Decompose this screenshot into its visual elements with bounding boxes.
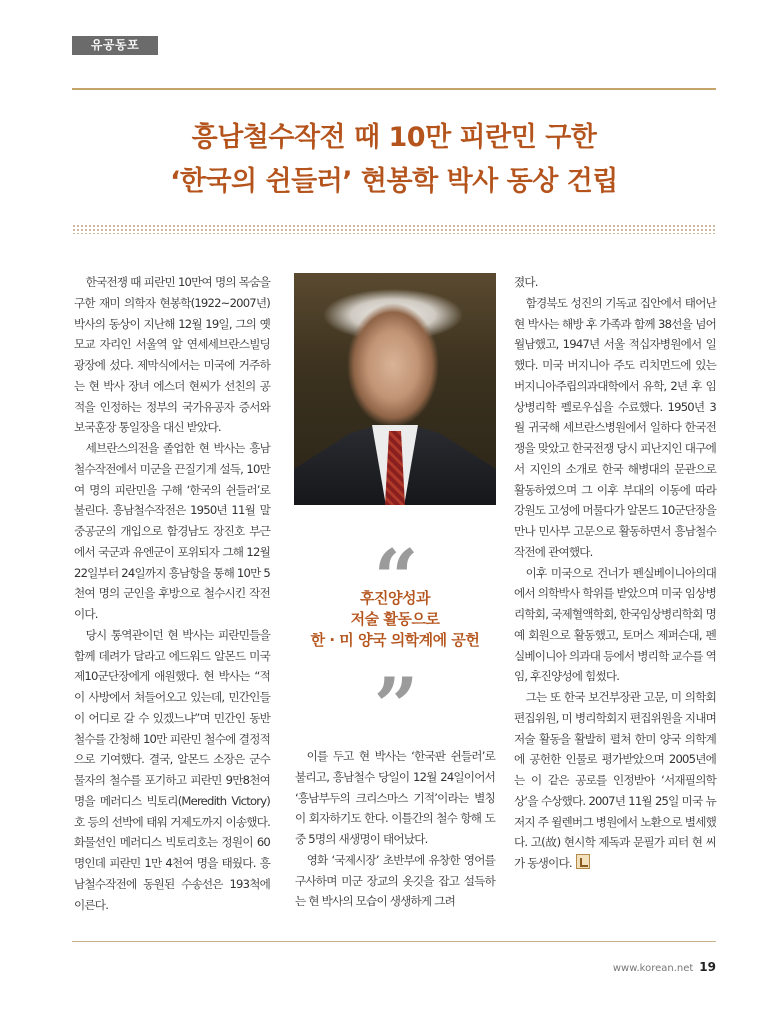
section-tag: 유공동포 xyxy=(72,36,158,55)
close-quote-icon xyxy=(372,668,420,708)
title-line-2: ‘한국의 쉰들러’ 현봉학 박사 동상 건립 xyxy=(170,166,618,197)
portrait-photo xyxy=(294,273,496,505)
paragraph-text: 그는 또 한국 보건부장관 고문, 미 의학회 편집위원, 미 병리학회지 편집위원을 지내며 저술 활동을 활발히 펼쳐 한미 양국 의학계에 공헌한 인물로 평가받았으며 2005년에는 이 같은 공로를 인정받아 ‘서재필의학상’을 수상했다. 2007년 11월 25일 미국 뉴저지 주 윌렌버그 병원에서 노환으로 별세했다. 고(故) 현시학 제독과 문필가 피터 현 씨가 동생이다. xyxy=(514,690,716,870)
pull-quote-line: 후진양성과 xyxy=(360,589,430,607)
paragraph: 이후 미국으로 건너가 펜실베이니아의대에서 의학박사 학위를 받았으며 미국 임상병리학회, 국제혈액학회, 한국임상병리학회 명예 회원으로 활동했고, 토머스 제퍼슨대, 펜실베이니아 의과대 등에서 병리학 교수를 역임, 후진양성에 힘썼다. xyxy=(514,565,716,684)
pull-quote-line: 한 · 미 양국 의학계에 공헌 xyxy=(310,631,480,649)
title-dotted-rule xyxy=(72,224,716,234)
title-line-1: 흥남철수작전 때 10만 피란민 구한 xyxy=(191,122,597,153)
body-column-2 xyxy=(295,746,495,912)
paragraph: 함경북도 성진의 기독교 집안에서 태어난 현 박사는 해방 후 가족과 함께 38선을 넘어 월남했고, 1947년 서울 적십자병원에서 일했다. 미국 버지니아 주도 리치먼드에 있는 버지니아주립의과대학에서 유학, 2년 후 임상병리학 펠로우십을 수료했다. 1950년 3월 귀국해 세브란스병원에서 일하다 한국전쟁을 맞았고 한국전쟁 당시 피난지인 대구에서 지인의 소개로 한국 해병대의 문관으로 활동하였으며 그 이후 부대의 이동에 따라 강원도 고성에 머물다가 알몬드 10군단장을 만나 민사부 고문으로 활동하면서 흥남철수 작전에 관여했다. xyxy=(514,295,716,559)
footer-site: www.korean.net xyxy=(612,963,694,974)
paragraph-last xyxy=(514,687,716,874)
article-end-icon xyxy=(576,854,590,869)
pull-quote-line: 저술 활동으로 xyxy=(350,610,440,628)
body-column-3 xyxy=(514,272,716,874)
header-rule xyxy=(72,88,716,90)
paragraph: 세브란스의전을 졸업한 현 박사는 흥남철수작전에서 미군을 끈질기게 설득, 10만여 명의 피란민을 구해 ‘한국의 쉰들러’로 불린다. 흥남철수작전은 1950년 11월 말 중공군의 개입으로 함경남도 장진호 부근에서 국군과 유엔군이 포위되자 그해 12월 22일부터 24일까지 흥남항을 통해 10만 5천여 명의 군인을 후방으로 철수시킨 작전이다. xyxy=(74,441,270,621)
pull-quote xyxy=(295,588,495,651)
paragraph: 이를 두고 현 박사는 ‘한국판 쉰들러’로 불리고, 흥남철수 당일이 12월 24일이어서 ‘흥남부두의 크리스마스 기적’이라는 별칭이 회자하기도 한다. 이틀간의 철수 항해 도중 5명의 새생명이 태어났다. xyxy=(295,749,495,846)
body-column-1 xyxy=(74,272,270,915)
article-title xyxy=(72,116,716,204)
open-quote-icon xyxy=(372,540,420,580)
paragraph: 한국전쟁 때 피란민 10만여 명의 목숨을 구한 재미 의학자 현봉학(1922~2007년) 박사의 동상이 지난해 12월 19일, 그의 옛 모교 자리인 서울역 앞 연세세브란스빌딩 광장에 섰다. 제막식에서는 미국에 거주하는 현 박사 장녀 에스더 현씨가 선친의 공적을 인정하는 정부의 국가유공자 증서와 보국훈장 통일장을 대신 받았다. xyxy=(74,275,270,435)
page-footer xyxy=(613,960,716,974)
paragraph-continued: 졌다. xyxy=(514,275,538,289)
page-number: 19 xyxy=(699,960,716,974)
footer-rule xyxy=(72,941,716,942)
paragraph: 당시 통역관이던 현 박사는 피란민들을 함께 데려가 달라고 에드워드 알몬드 미국 제10군단장에게 애원했다. 현 박사는 “적이 사방에서 쳐들어오고 있는데, 민간인들이 어디로 갈 수 있겠느냐”며 민간인 동반 철수를 간청해 10만 피란민 철수에 결정적으로 기여했다. 결국, 알몬드 소장은 군수물자의 철수를 포기하고 피란민 9만8천여 명을 메러디스 빅토리(Meredith Victory)호 등의 선박에 태워 거제도까지 이송했다. 화물선인 메러디스 빅토리호는 정원이 60명인데 피란민 1만 4천여 명을 태웠다. 흥남철수작전에 동원된 수송선은 193척에 이른다. xyxy=(74,627,270,912)
paragraph: 영화 ‘국제시장’ 초반부에 유창한 영어를 구사하며 미군 장교의 옷깃을 잡고 설득하는 현 박사의 모습이 생생하게 그려 xyxy=(295,852,495,909)
